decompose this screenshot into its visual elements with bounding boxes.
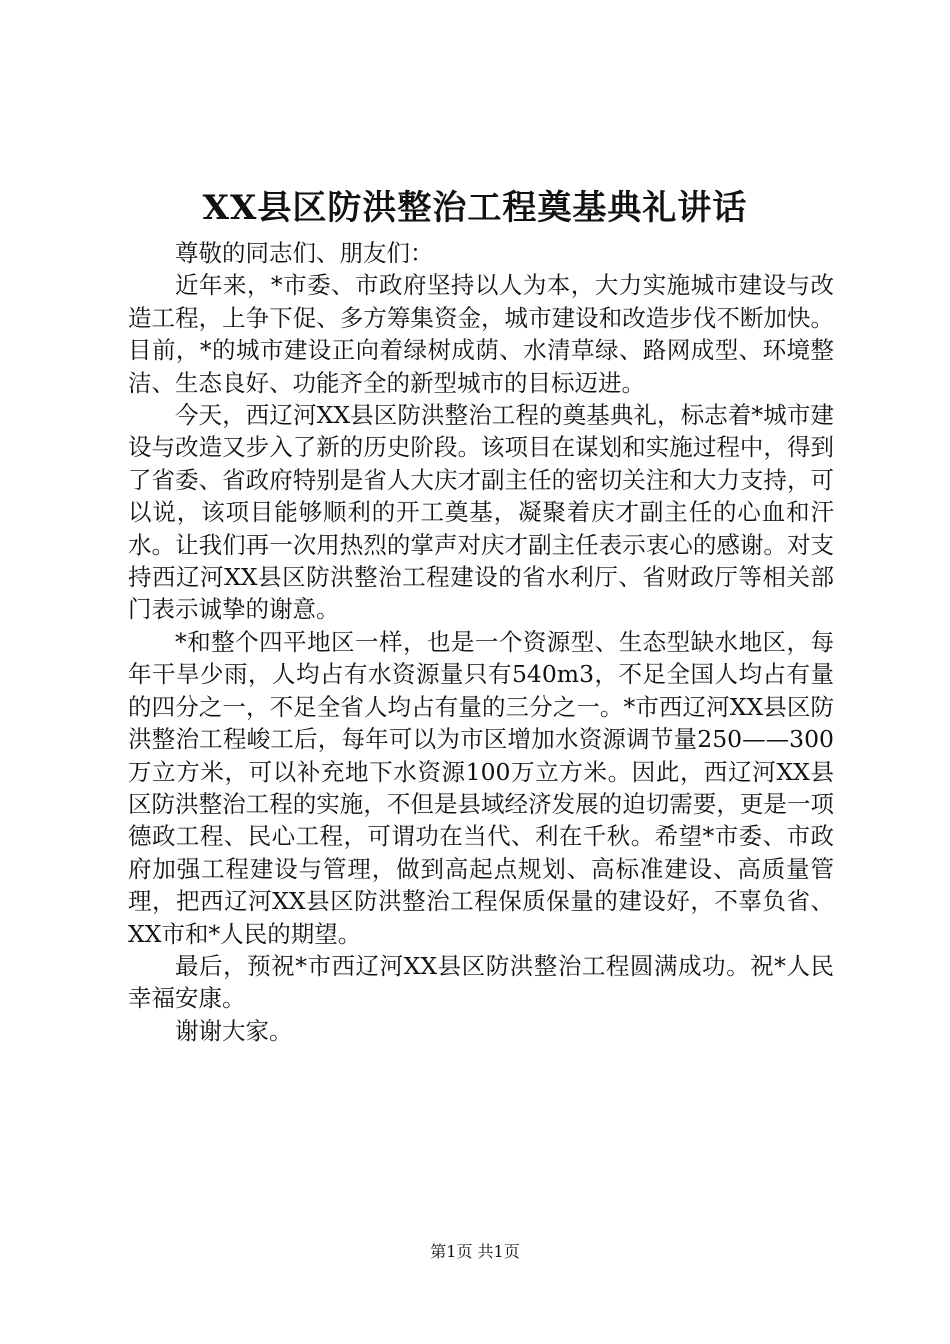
- paragraph-1: 近年来，*市委、市政府坚持以人为本，大力实施城市建设与改造工程，上争下促、多方筹集资金，城市建设和改造步伐不断加快。目前，*的城市建设正向着绿树成荫、水清草绿、路网成型、环境整洁、生态良好、功能齐全的新型城市的目标迈进。: [128, 271, 834, 397]
- page-footer: 第1页 共1页: [430, 1242, 520, 1261]
- paragraph-4: 最后，预祝*市西辽河XX县区防洪整治工程圆满成功。祝*人民幸福安康。: [128, 951, 834, 1013]
- closing-thanks: 谢谢大家。: [175, 1016, 293, 1045]
- salutation: 尊敬的同志们、朋友们：: [175, 239, 434, 267]
- paragraph-2: 今天，西辽河XX县区防洪整治工程的奠基典礼，标志着*城市建设与改造又步入了新的历史阶段。该项目在谋划和实施过程中，得到了省委、省政府特别是省人大庆才副主任的密切关注和大力支持，可以说，该项目能够顺利的开工奠基，凝聚着庆才副主任的心血和汗水。让我们再一次用热烈的掌声对庆才副主任表示衷心的感谢。对支持西辽河XX县区防洪整治工程建设的省水利厅、省财政厅等相关部门表示诚挚的谢意。: [128, 401, 834, 624]
- document-body: [128, 237, 834, 1047]
- document-title: XX县区防洪整治工程奠基典礼讲话: [202, 188, 748, 228]
- paragraph-3: *和整个四平地区一样，也是一个资源型、生态型缺水地区，每年干旱少雨，人均占有水资源量只有540m3，不足全国人均占有量的四分之一，不足全省人均占有量的三分之一。*市西辽河XX县区防洪整治工程峻工后，每年可以为市区增加水资源调节量250——300万立方米，可以补充地下水资源100万立方米。因此，西辽河XX县区防洪整治工程的实施，不但是县域经济发展的迫切需要，更是一项德政工程、民心工程，可谓功在当代、利在千秋。希望*市委、市政府加强工程建设与管理，做到高起点规划、高标准建设、高质量管理，把西辽河XX县区防洪整治工程保质保量的建设好，不辜负省、XX市和*人民的期望。: [128, 627, 834, 948]
